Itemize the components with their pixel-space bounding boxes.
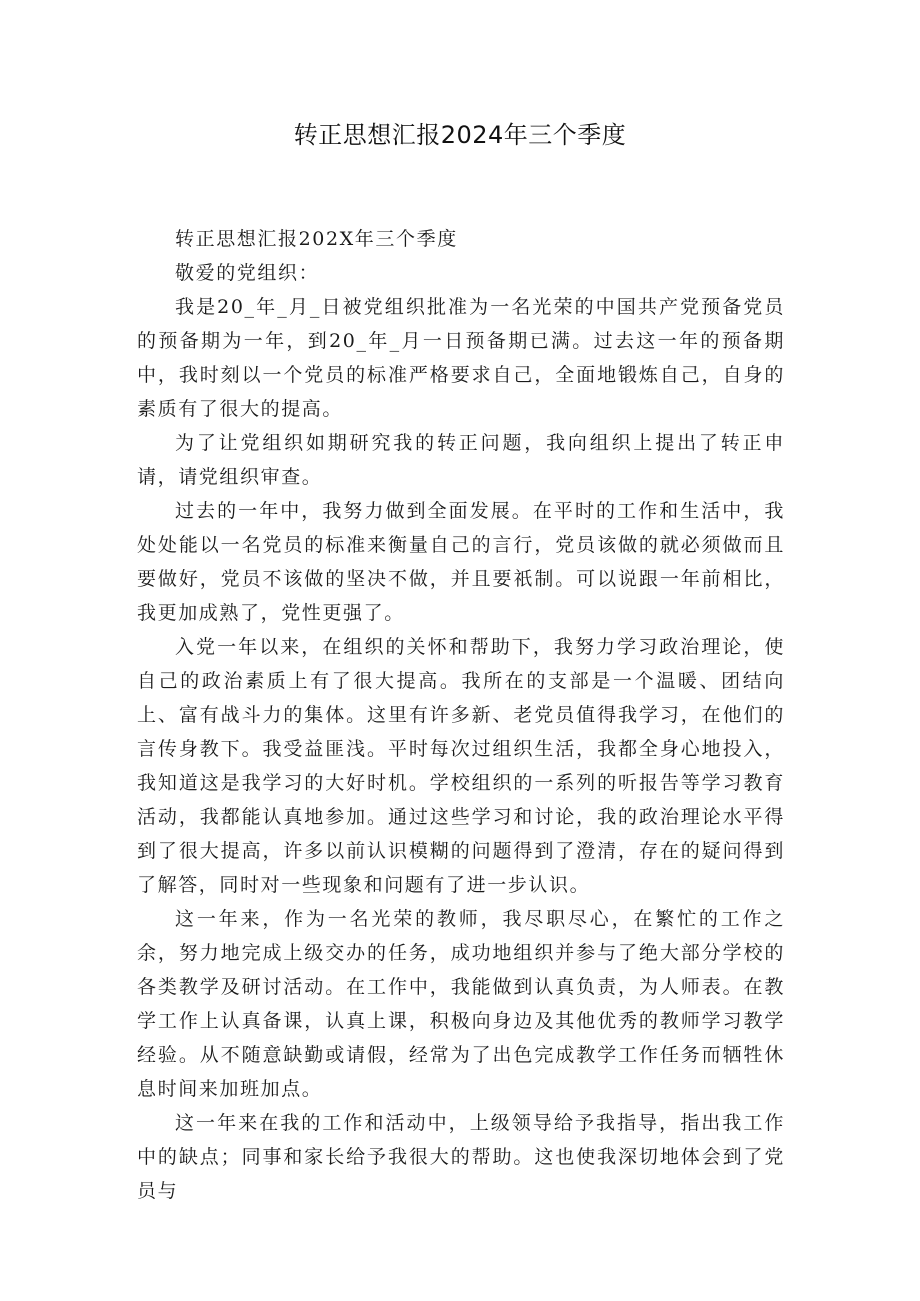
paragraph-5: 这一年来，作为一名光荣的教师，我尽职尽心，在繁忙的工作之余，努力地完成上级交办的任务，成功地组织并参与了绝大部分学校的各类教学及研讨活动。在工作中，我能做到认真负责，为人师表。在教学工作上认真备课，认真上课，积极向身边及其他优秀的教师学习教学经验。从不随意缺勤或请假，经常为了出色完成教学工作任务而牺牲休息时间来加班加点。 xyxy=(137,908,785,1100)
document-title: 转正思想汇报2024年三个季度 xyxy=(293,121,627,149)
paragraph-4: 入党一年以来，在组织的关怀和帮助下，我努力学习政治理论，使自己的政治素质上有了很大提高。我所在的支部是一个温暖、团结向上、富有战斗力的集体。这里有许多新、老党员值得我学习，在他们的言传身教下。我受益匪浅。平时每次过组织生活，我都全身心地投入，我知道这是我学习的大好时机。学校组织的一系列的听报告等学习教育活动，我都能认真地参加。通过这些学习和讨论，我的政治理论水平得到了很大提高，许多以前认识模糊的问题得到了澄清，存在的疑问得到了解答，同时对一些现象和问题有了进一步认识。 xyxy=(137,636,785,896)
paragraph-2: 为了让党组织如期研究我的转正问题，我向组织上提出了转正申请，请党组织审查。 xyxy=(137,432,785,488)
document-subtitle: 转正思想汇报202X年三个季度 xyxy=(175,228,458,250)
paragraph-3: 过去的一年中，我努力做到全面发展。在平时的工作和生活中，我处处能以一名党员的标准来衡量自己的言行，党员该做的就必须做而且要做好，党员不该做的坚决不做，并且要祇制。可以说跟一年前相比，我更加成熟了，党性更强了。 xyxy=(137,500,785,624)
paragraph-1: 我是20_年_月_日被党组织批准为一名光荣的中国共产党预备党员的预备期为一年，到20_年_月一日预备期已满。过去这一年的预备期中，我时刻以一个党员的标准严格要求自己，全面地锻炼自己，自身的素质有了很大的提高。 xyxy=(137,296,785,420)
salutation: 敬爱的党组织： xyxy=(175,262,320,284)
paragraph-6: 这一年来在我的工作和活动中，上级领导给予我指导，指出我工作中的缺点；同事和家长给予我很大的帮助。这也使我深切地体会到了党员与 xyxy=(137,1112,785,1202)
document-body xyxy=(137,222,785,1208)
